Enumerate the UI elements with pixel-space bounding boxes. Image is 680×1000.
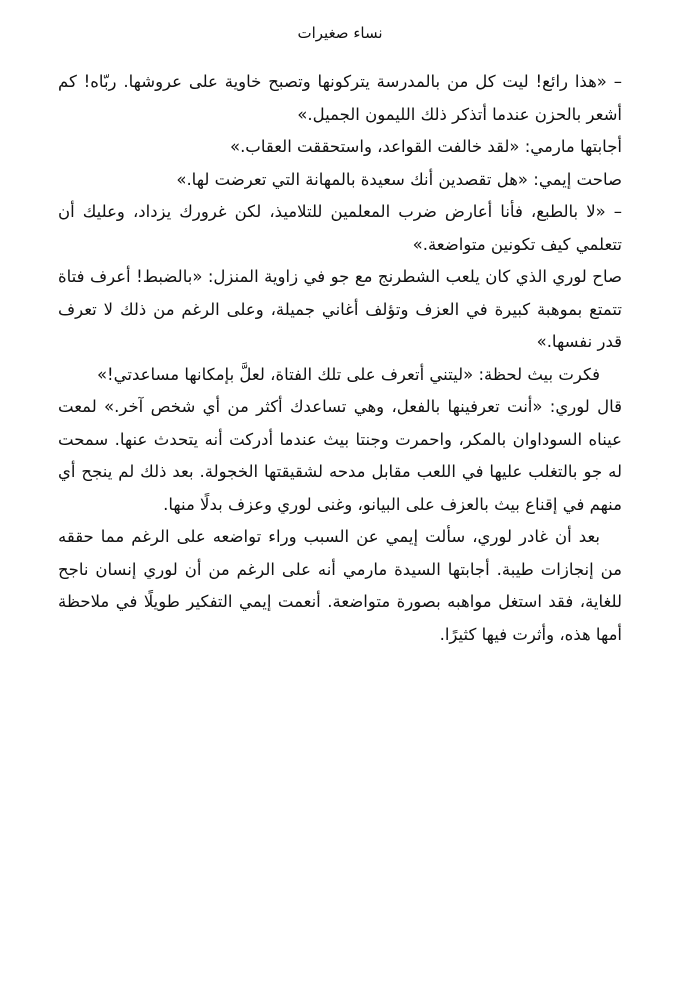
paragraph-8: بعد أن غادر لوري، سألت إيمي عن السبب وراء تواضعه على الرغم مما حققه من إنجازات طيبة. أجابتها السيدة مارمي أنه على الرغم من أن لوري إنسان ناجح للغاية، فقد استغل مواهبه بصورة متواضعة. أنعمت إيمي التفكير طويلًا في ملاحظة أمها هذه، وأثرت فيها كثيرًا. (58, 527, 622, 644)
running-header-title: نساء صغيرات (297, 24, 383, 42)
body-text (58, 66, 622, 651)
paragraph-5: صاح لوري الذي كان يلعب الشطرنج مع جو في زاوية المنزل: «بالضبط! أعرف فتاة تتمتع بموهبة كبيرة في العزف وتؤلف أغاني جميلة، وعلى الرغم من ذلك لا تعرف قدر نفسها.» (58, 267, 622, 351)
paragraph-6: فكرت بيث لحظة: «ليتني أتعرف على تلك الفتاة، لعلَّ بإمكانها مساعدتي!» (96, 364, 600, 384)
paragraph-3: صاحت إيمي: «هل تقصدين أنك سعيدة بالمهانة التي تعرضت لها.» (176, 169, 622, 189)
paragraph-7: قال لوري: «أنت تعرفينها بالفعل، وهي تساعدك أكثر من أي شخص آخر.» لمعت عيناه السوداوان بالمكر، واحمرت وجنتا بيث عندما أدركت أنه يتحدث عنها. سمحت له جو بالتغلب عليها في اللعب مقابل مدحه لشقيقتها الخجولة. بعد ذلك لم ينجح أي منهم في إقناع بيث بالعزف على البيانو، وغنى لوري وعزف بدلًا منها. (58, 397, 622, 514)
paragraph-2: أجابتها مارمي: «لقد خالفت القواعد، واستحققت العقاب.» (229, 137, 622, 156)
paragraph-4: – «لا بالطبع، فأنا أعارض ضرب المعلمين للتلاميذ، لكن غرورك يزداد، وعليك أن تتعلمي كيف تكونين متواضعة.» (58, 202, 622, 254)
paragraph-1: – «هذا رائع! ليت كل من بالمدرسة يتركونها وتصبح خاوية على عروشها. ربّاه! كم أشعر بالحزن عندما أتذكر ذلك الليمون الجميل.» (58, 72, 622, 124)
